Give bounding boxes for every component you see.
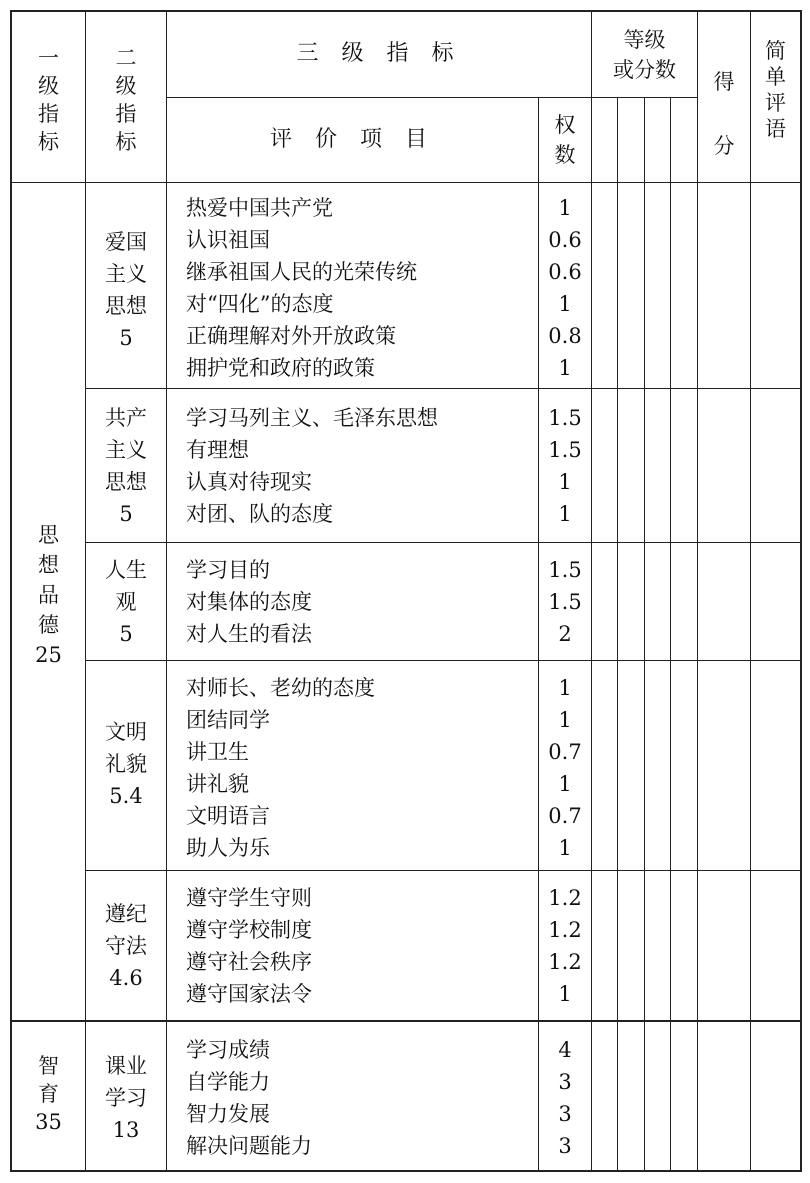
items-coursework (186, 1034, 312, 1162)
table-border-right (800, 10, 802, 1172)
weights-coursework: 4 3 3 3 (558, 1038, 572, 1158)
col-divider-2 (166, 10, 167, 1172)
list-item: 解决问题能力 (186, 1134, 312, 1158)
header-grade-line2: 或分数 (613, 58, 676, 82)
list-item: 遵守社会秩序 (186, 950, 312, 974)
list-item: 继承祖国人民的光荣传统 (186, 260, 417, 284)
list-item: 对师长、老幼的态度 (186, 676, 375, 700)
list-item: 学习马列主义、毛泽东思想 (186, 406, 438, 430)
level1-intellect: 智 育 35 (35, 1054, 62, 1134)
list-item: 对人生的看法 (186, 622, 312, 646)
header-level1: 一 级 指 标 (38, 46, 59, 154)
list-item: 正确理解对外开放政策 (186, 324, 396, 348)
header-weight: 权 数 (554, 113, 576, 167)
list-item: 遵守国家法令 (186, 982, 312, 1006)
list-item: 团结同学 (186, 708, 270, 732)
list-item: 讲礼貌 (186, 772, 249, 796)
col-divider-4 (591, 10, 592, 1172)
weights-outlook: 1.5 1.5 2 (548, 558, 582, 646)
weights-communism: 1.5 1.5 1 1 (548, 406, 582, 526)
list-item: 学习目的 (186, 558, 270, 582)
list-item: 热爱中国共产党 (186, 196, 333, 220)
col-divider-5 (697, 10, 698, 1172)
list-item: 对集体的态度 (186, 590, 312, 614)
header-level2: 二 级 指 标 (115, 46, 137, 154)
group-divider-2 (85, 542, 802, 543)
level2-discipline: 遵纪 守法 4.6 (105, 902, 147, 990)
weights-discipline: 1.2 1.2 1.2 1 (548, 886, 582, 1006)
items-communism (186, 402, 438, 530)
col-divider-6 (750, 10, 751, 1172)
list-item: 认真对待现实 (186, 470, 312, 494)
list-item: 遵守学生守则 (186, 886, 312, 910)
level1-moral: 思 想 品 德 25 (35, 523, 62, 667)
list-item: 有理想 (186, 438, 249, 462)
list-item: 智力发展 (186, 1102, 270, 1126)
group-divider-1 (85, 388, 802, 389)
grade-sub-divider-1 (617, 97, 618, 1172)
grade-sub-divider-2 (644, 97, 645, 1172)
header-bottom-line (10, 182, 802, 183)
grade-sub-divider-3 (670, 97, 671, 1172)
level2-outlook: 人生 观 5 (105, 558, 147, 646)
list-item: 自学能力 (186, 1070, 270, 1094)
list-item: 讲卫生 (186, 740, 249, 764)
header-grade-line1: 等级 (623, 28, 666, 52)
items-discipline (186, 882, 312, 1010)
group-divider-5 (10, 1020, 802, 1022)
level2-patriotism: 爱国 主义 思想 5 (105, 230, 147, 350)
list-item: 认识祖国 (186, 228, 270, 252)
header-inner-line (166, 97, 697, 98)
items-outlook (186, 554, 312, 650)
level2-communism: 共产 主义 思想 5 (105, 406, 147, 526)
header-eval-item: 评 价 项 目 (270, 127, 435, 152)
group-divider-4 (85, 870, 802, 871)
list-item: 助人为乐 (186, 836, 270, 860)
items-civility (186, 672, 375, 864)
weights-civility: 1 1 0.7 1 0.7 1 (548, 676, 582, 860)
table-border-bottom (10, 1170, 802, 1172)
list-item: 遵守学校制度 (186, 918, 312, 942)
header-score: 得 分 (713, 70, 735, 158)
level2-coursework: 课业 学习 13 (105, 1054, 147, 1142)
level2-civility: 文明 礼貌 5.4 (105, 720, 147, 808)
header-comment: 简 单 评 语 (765, 39, 786, 141)
table-border-top (10, 10, 802, 12)
weights-patriotism: 1 0.6 0.6 1 0.8 1 (548, 196, 582, 380)
list-item: 文明语言 (186, 804, 270, 828)
list-item: 对团、队的态度 (186, 502, 333, 526)
group-divider-3 (85, 660, 802, 661)
list-item: 拥护党和政府的政策 (186, 356, 375, 380)
header-level3: 三 级 指 标 (296, 41, 462, 66)
list-item: 对“四化”的态度 (186, 292, 334, 316)
list-item: 学习成绩 (186, 1038, 270, 1062)
items-patriotism (186, 192, 417, 384)
